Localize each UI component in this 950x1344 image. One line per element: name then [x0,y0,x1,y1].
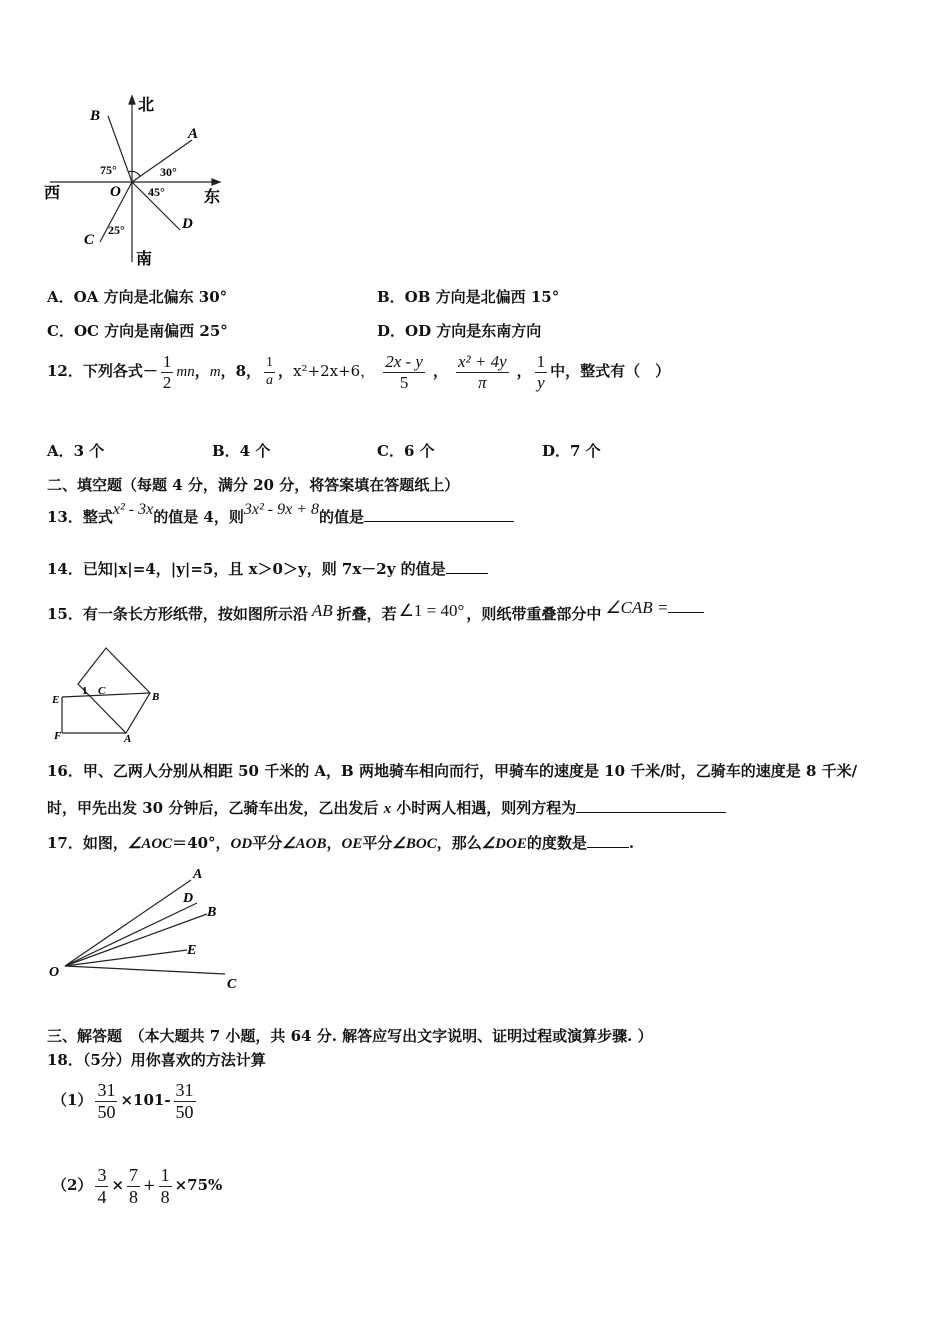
q15-prefix: 15．有一条长方形纸带，按如图所示沿 [47,605,308,623]
fold-e-label: E [52,694,60,706]
q16-line1: 16．甲、乙两人分别从相距 50 千米的 A，B 两地骑车相向而行，甲骑车的速度是 10 千米/时，乙骑车的速度是 8 千米/ [47,762,858,780]
q13-answer-blank[interactable] [364,507,514,522]
q12-quadratic: x²+2x+6， [293,362,376,381]
q12-option-b: B．4 个 [212,442,271,460]
q12-option-a: A．3 个 [47,442,105,460]
q16-line2 [47,797,726,818]
q13-expr2: 3x² - 9x + 8 [243,501,319,518]
fraction-inv-a: $\frac{1}{a}$ [266,355,274,388]
ray-e-label: E [187,943,197,958]
q12-mn: mn [176,364,195,381]
q13-expr1: x² - 3x [112,501,154,518]
ray-a-label: A [193,867,203,882]
section-3-heading: 三、解答题 （本大题共 7 小题，共 64 分. 解答应写出文字说明、证明过程或演算步骤. ） [47,1027,653,1045]
question-13 [47,501,514,527]
q11-option-c: C．OC 方向是南偏西 25° [47,322,228,340]
q15-angle1: ∠1 = 40° [398,601,465,620]
point-d-label: D [182,216,193,232]
q12-m: m [209,364,221,381]
q18-part1 [52,1080,199,1122]
fraction-half: $\frac{1}{2}$ [162,352,172,392]
q15-answer-blank[interactable] [668,598,704,613]
fraction-2x-y: $\frac{2x - y}{5}$ [385,352,423,392]
q16-line2a: 时，甲先出发 30 分钟后，乙骑车出发，乙出发后 [47,799,379,817]
q18-p1-frac2: $\frac{31}{50}$ [175,1080,194,1122]
rays-figure [45,862,250,992]
angle-75-label: 75° [100,163,117,177]
q13-suffix: 的值是 [319,508,365,526]
point-a-label: A [188,126,199,142]
q11-option-b: B．OB 方向是北偏西 15° [377,288,560,306]
q17-answer-blank[interactable] [587,833,629,848]
point-c-label: C [84,232,95,248]
q11-option-d: D．OD 方向是东南方向 [377,322,542,340]
fold-f-label: F [54,730,62,742]
q16-x: x [383,801,392,817]
section-2-heading: 二、填空题（每题 4 分，满分 20 分，将答案填在答题纸上） [47,476,460,494]
fold-a-label: A [124,733,132,742]
question-14 [47,558,488,579]
q16-line2b: 小时两人相遇，则列方程为 [396,799,577,817]
q12-prefix: 12．下列各式－ [47,362,158,381]
q12-option-c: C．6 个 [377,442,435,460]
ray-o-label: O [49,965,60,980]
q11-option-a: A．OA 方向是北偏东 30° [47,288,228,306]
q15-mid: 折叠，若 [336,605,397,623]
q13-mid: 的值是 4，则 [153,508,244,526]
angle-30-label: 30° [160,165,177,179]
q17-aob: ∠AOB [282,836,327,852]
compass-diagram [40,92,230,272]
q16-answer-blank[interactable] [576,798,726,813]
folded-strip-figure [50,640,180,742]
q15-ab: AB [311,601,333,620]
q14-answer-blank[interactable] [446,559,488,574]
west-label: 西 [44,185,61,202]
q17-aoc: ∠AOC [127,836,173,852]
fold-b-label: B [152,691,160,703]
ray-d-label: D [183,891,194,906]
q15-mid2: ，则纸带重叠部分中 [466,605,602,623]
question-17: 17．如图，∠AOC＝40°，OD平分∠AOB，OE平分∠BOC，那么∠DOE的度数是 . [47,834,635,852]
q18-p2-frac1: $\frac{3}{4}$ [97,1165,107,1207]
q17-oe: OE [341,836,363,852]
q12-suffix: 中，整式有（ ） [550,362,671,381]
ray-c-label: C [227,977,237,992]
north-label: 北 [138,97,155,114]
q17-od: OD [230,836,253,852]
q12-sep: ， [194,362,210,381]
fold-angle-1-label: 1 [82,685,88,697]
q12-eight: ，8， [220,362,262,381]
origin-label: O [110,184,121,200]
east-label: 东 [204,189,221,206]
q14-text: 14．已知|x|=4，|y|=5，且 x＞0＞y，则 7x－2y 的值是 [47,560,446,578]
q18-part2-label: （2） [52,1176,93,1195]
q13-prefix: 13．整式 [47,508,113,526]
q18-part2: （2） $\frac{3}{4}$ × $\frac{7}{8}$ + $\frac{1}{8}$ ×75% [52,1165,223,1207]
q15-cab: ∠CAB = [605,598,669,617]
fraction-x2-4y: $\frac{\text{x² + 4y}}{\pi}$ [457,352,507,392]
q18-p1-frac1: $\frac{31}{50}$ [97,1080,116,1122]
angle-45-label: 45° [148,185,165,199]
point-b-label: B [90,108,101,124]
q18-title: 18．（5分）用你喜欢的方法计算 [47,1051,266,1069]
question-12: 12．下列各式－ $\frac{1}{2}$ mn，m，8， $\frac{1}{a}$ ，x²+2x+6， $\frac{2x - y}{5}$ ， $\frac{\text{x² + 4y}}{\pi}$ ， $\frac{1}{y}$ 中，整式有（ ） [47,352,671,392]
q18-p2-frac2: $\frac{7}{8}$ [129,1165,139,1207]
question-15 [47,598,704,624]
q18-part1-label: （1） [52,1091,93,1110]
angle-25-label: 25° [108,223,125,237]
south-label: 南 [136,251,153,268]
q18-p1-mid: ×101- [120,1091,171,1110]
q17-doe: ∠DOE [481,836,527,852]
q17-boc: ∠BOC [392,836,437,852]
fraction-inv-y: $\frac{1}{y}$ [536,352,546,392]
q18-p2-frac3: $\frac{1}{8}$ [160,1165,170,1207]
ray-b-label: B [207,905,217,920]
fold-c-label: C [98,685,106,697]
q12-option-d: D．7 个 [542,442,601,460]
